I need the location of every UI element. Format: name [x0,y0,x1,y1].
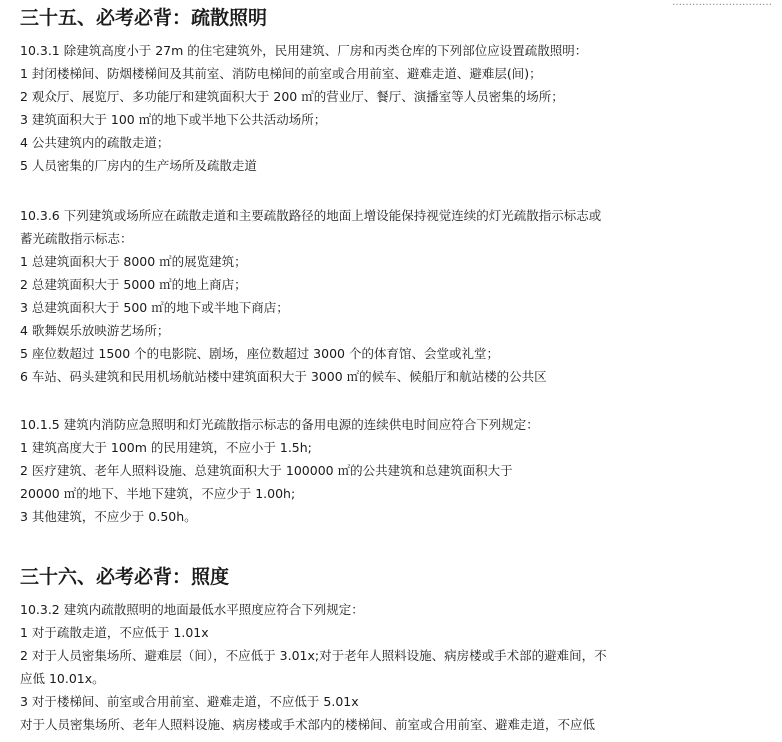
text-line: 2 对于人员密集场所、避难层（间），不应低于 3.01x;对于老年人照料设施、病房楼或手术部的避难间，不 [20,648,607,663]
text-line: 4 歌舞娱乐放映游艺场所； [20,323,170,338]
section-title-evacuation-lighting: 三十五、必考必背：疏散照明 [20,7,268,29]
text-line: 1 封闭楼梯间、防烟楼梯间及其前室、消防电梯间的前室或合用前室、避难走道、避难层(间)； [20,66,542,81]
text-line: 1 对于疏散走道，不应低于 1.01x [20,625,209,640]
text-line: 3 对于楼梯间、前室或合用前室、避难走道，不应低于 5.01x [20,694,359,709]
clause-10-3-6 [20,204,770,388]
text-line: 20000 ㎡的地下、半地下建筑，不应少于 1.00h; [20,486,296,501]
text-line: 1 总建筑面积大于 8000 ㎡的展览建筑； [20,254,247,269]
section-title-illuminance: 三十六、必考必背：照度 [20,566,230,588]
text-line: 对于人员密集场所、老年人照料设施、病房楼或手术部内的楼梯间、前室或合用前室、避难走道，不应低 [20,717,596,732]
text-line: 应低 10.01x。 [20,671,105,686]
text-line: 10.3.6 下列建筑或场所应在疏散走道和主要疏散路径的地面上增设能保持视觉连续的灯光疏散指示标志或 [20,208,602,223]
text-line: 5 人员密集的厂房内的生产场所及疏散走道 [20,158,257,173]
clause-10-3-2 [20,598,770,736]
text-line: 3 建筑面积大于 100 ㎡的地下或半地下公共活动场所； [20,112,327,127]
clause-10-1-5 [20,413,770,528]
clipped-header-text: ………………………… [672,0,772,6]
text-line: 蓄光疏散指示标志： [20,231,133,246]
clause-10-3-1 [20,39,770,177]
text-line: 10.3.1 除建筑高度小于 27m 的住宅建筑外，民用建筑、厂房和丙类仓库的下列部位应设置疏散照明： [20,43,588,58]
text-line: 3 总建筑面积大于 500 ㎡的地下或半地下商店； [20,300,289,315]
text-line: 1 建筑高度大于 100m 的民用建筑，不应小于 1.5h; [20,440,312,455]
text-line: 5 座位数超过 1500 个的电影院、剧场，座位数超过 3000 个的体育馆、会堂或礼堂； [20,346,499,361]
text-line: 3 其他建筑，不应少于 0.50h。 [20,509,197,524]
text-line: 2 总建筑面积大于 5000 ㎡的地上商店； [20,277,247,292]
text-line: 10.3.2 建筑内疏散照明的地面最低水平照度应符合下列规定： [20,602,364,617]
text-line: 4 公共建筑内的疏散走道； [20,135,170,150]
text-line: 6 车站、码头建筑和民用机场航站楼中建筑面积大于 3000 ㎡的候车、候船厅和航站楼的公共区 [20,369,547,384]
text-line: 2 医疗建筑、老年人照料设施、总建筑面积大于 100000 ㎡的公共建筑和总建筑面积大于 [20,463,513,478]
text-line: 2 观众厅、展览厅、多功能厅和建筑面积大于 200 ㎡的营业厅、餐厅、演播室等人员密集的场所； [20,89,564,104]
text-line: 10.1.5 建筑内消防应急照明和灯光疏散指示标志的备用电源的连续供电时间应符合下列规定： [20,417,539,432]
